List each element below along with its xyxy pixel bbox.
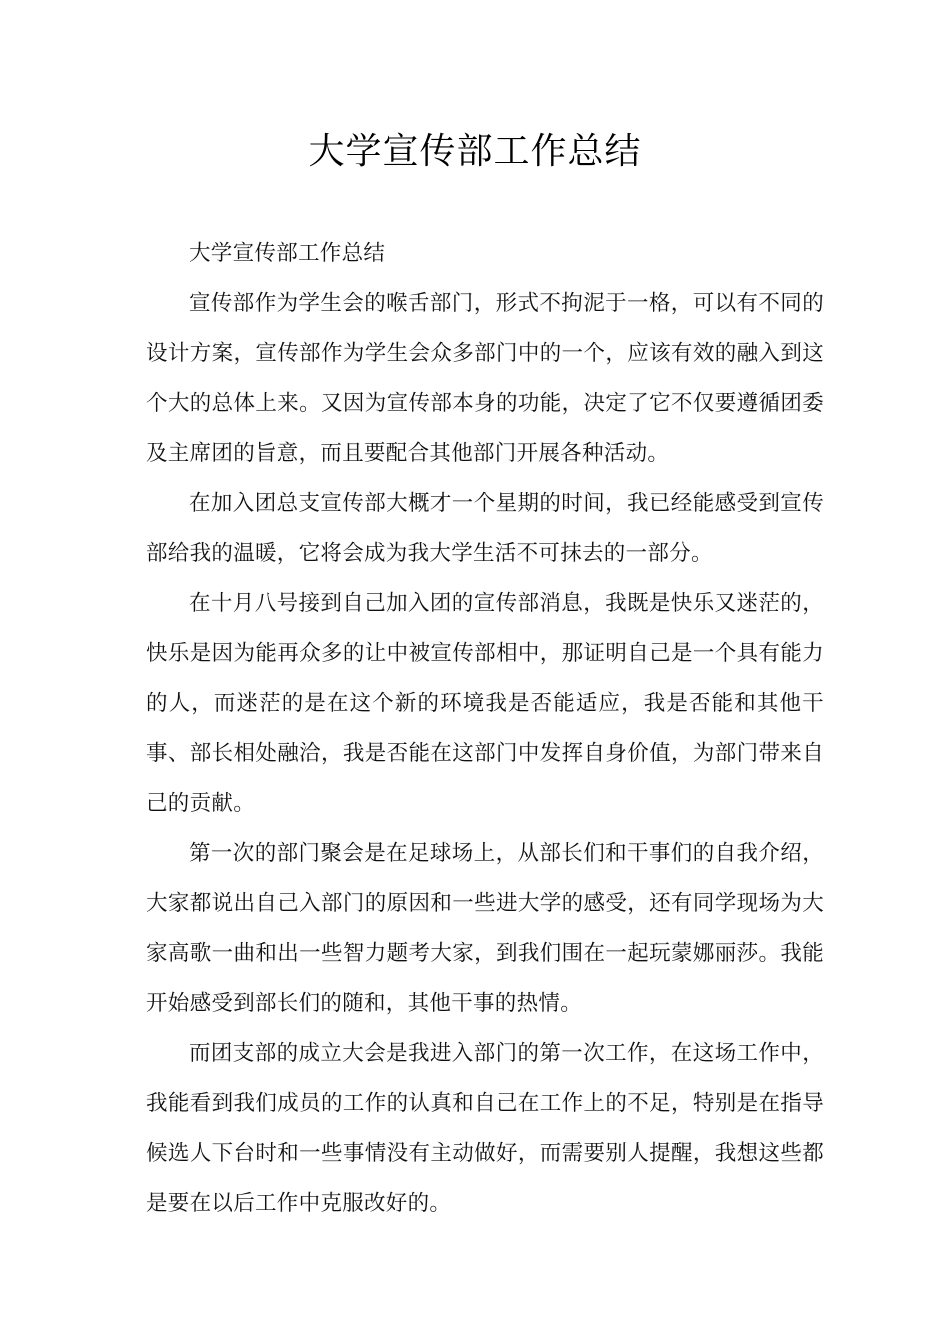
paragraph-first-gathering: 第一次的部门聚会是在足球场上，从部长们和干事们的自我介绍，大家都说出自己入部门的原因和一些进大学的感受，还有同学现场为大家高歌一曲和出一些智力题考大家，到我们围在一起玩蒙娜丽莎。我能开始感受到部长们的随和，其他干事的热情。: [146, 841, 824, 1016]
paragraph-subtitle: 大学宣传部工作总结: [189, 241, 386, 266]
document-body: [146, 229, 824, 1229]
paragraph-first-week: 在加入团总支宣传部大概才一个星期的时间，我已经能感受到宣传部给我的温暖，它将会成为我大学生活不可抹去的一部分。: [146, 491, 824, 566]
paragraph-first-work: 而团支部的成立大会是我进入部门的第一次工作，在这场工作中，我能看到我们成员的工作的认真和自己在工作上的不足，特别是在指导候选人下台时和一些事情没有主动做好，而需要别人提醒，我想这些都是要在以后工作中克服改好的。: [146, 1041, 824, 1216]
paragraph-joining-feelings: 在十月八号接到自己加入团的宣传部消息，我既是快乐又迷茫的，快乐是因为能再众多的让中被宣传部相中，那证明自己是一个具有能力的人，而迷茫的是在这个新的环境我是否能适应，我是否能和其他干事、部长相处融洽，我是否能在这部门中发挥自身价值，为部门带来自己的贡献。: [146, 591, 824, 816]
document-title: 大学宣传部工作总结: [308, 131, 642, 172]
paragraph-role-of-department: 宣传部作为学生会的喉舌部门，形式不拘泥于一格，可以有不同的设计方案，宣传部作为学生会众多部门中的一个，应该有效的融入到这个大的总体上来。又因为宣传部本身的功能，决定了它不仅要遵循团委及主席团的旨意，而且要配合其他部门开展各种活动。: [146, 291, 824, 466]
